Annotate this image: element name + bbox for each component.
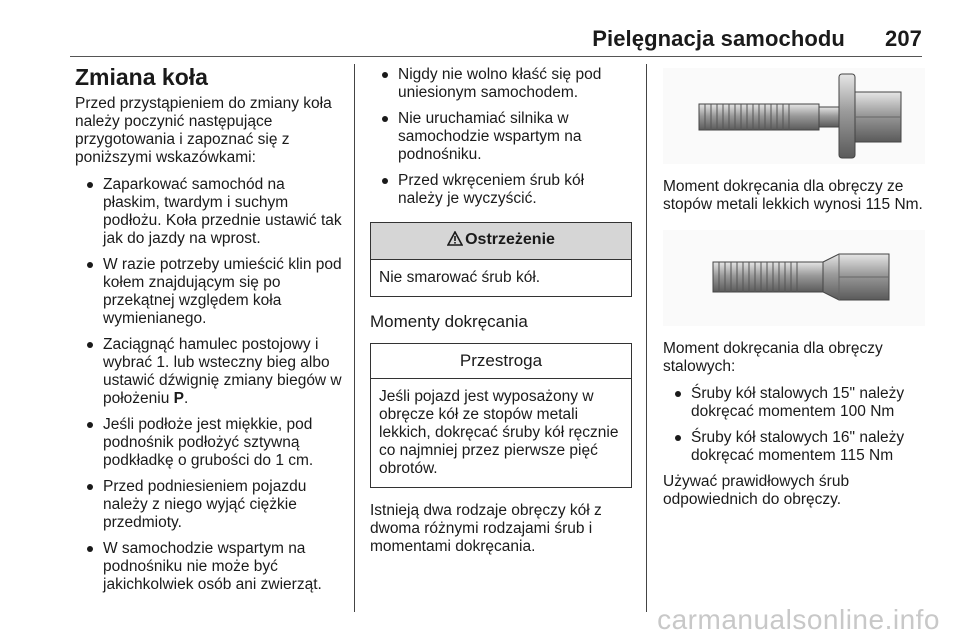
caution-header: Przestroga [371, 344, 631, 379]
preparation-list [75, 176, 343, 594]
list-item: Jeśli podłoże jest miękkie, pod podnośnik podłożyć sztywną podkładkę o grubości do 1 cm. [75, 416, 343, 470]
list-item [75, 336, 343, 408]
column-1 [75, 64, 343, 602]
steel-bolt-illustration [663, 230, 925, 326]
outro-paragraph: Istnieją dwa rodzaje obręczy kół z dwoma różnymi rodzajami śrub i momentami dokręcania. [370, 502, 602, 555]
list-item-text: Zaciągnąć hamulec postojowy i wybrać 1. lub wsteczny bieg albo ustawić dźwignię zmiany biegów w położeniu [103, 336, 342, 407]
safety-list [370, 66, 632, 208]
header-rule [70, 56, 922, 57]
column-divider-left [354, 64, 355, 612]
list-item: Śruby kół stalowych 16" należy dokręcać momentem 115 Nm [663, 429, 925, 465]
steel-torque-intro: Moment dokręcania dla obręczy stalowych: [663, 340, 883, 375]
list-item: Śruby kół stalowych 15" należy dokręcać momentem 100 Nm [663, 385, 925, 421]
list-item-suffix: . [184, 390, 189, 407]
torque-heading: Momenty dokręcania [370, 312, 528, 331]
list-item: Nie uruchamiać silnika w samochodzie wspartym na podnośniku. [370, 110, 632, 164]
column-3 [663, 66, 925, 518]
list-item: Nigdy nie wolno kłaść się pod uniesionym samochodem. [370, 66, 632, 102]
warning-header [371, 223, 631, 260]
caution-text: Jeśli pojazd jest wyposażony w obręcze kół ze stopów metali lekkich, dokręcać śruby kół ręcznie co najmniej przez pierwsze pięć obrotów. [379, 388, 619, 477]
intro-paragraph: Przed przystąpieniem do zmiany koła należy poczynić następujące przygotowania i zapoznać się z poniższymi wskazówkami: [75, 95, 332, 166]
list-item: W razie potrzeby umieścić klin pod kołem znajdującym się po przekątnej względem koła wymienianego. [75, 256, 343, 328]
warning-box [370, 222, 632, 297]
gear-letter: P [173, 390, 185, 407]
column-2 [370, 66, 632, 565]
section-title: Pielęgnacja samochodu [592, 26, 845, 51]
caution-box [370, 343, 632, 488]
list-item: Przed wkręceniem śrub kół należy je wyczyścić. [370, 172, 632, 208]
section-heading: Zmiana koła [75, 64, 208, 90]
alloy-bolt-illustration [663, 68, 925, 164]
warning-triangle-icon [447, 231, 463, 251]
column-divider-right [646, 64, 647, 612]
warning-text: Nie smarować śrub kół. [379, 269, 541, 286]
bolt-advice-text: Używać prawidłowych śrub odpowiednich do obręczy. [663, 473, 850, 508]
list-item: W samochodzie wspartym na podnośniku nie może być jakichkolwiek osób ani zwierząt. [75, 540, 343, 594]
warning-title: Ostrzeżenie [465, 231, 555, 248]
list-item: Zaparkować samochód na płaskim, twardym i suchym podłożu. Koła przednie ustawić tak jak do jazdy na wprost. [75, 176, 343, 248]
list-item: Przed podniesieniem pojazdu należy z niego wyjąć ciężkie przedmioty. [75, 478, 343, 532]
page-number: 207 [884, 26, 922, 51]
page-header [0, 26, 922, 52]
watermark: carmanualsonline.info [657, 604, 940, 635]
alloy-torque-text: Moment dokręcania dla obręczy ze stopów metali lekkich wynosi 115 Nm. [663, 178, 923, 213]
steel-torque-list [663, 385, 925, 465]
